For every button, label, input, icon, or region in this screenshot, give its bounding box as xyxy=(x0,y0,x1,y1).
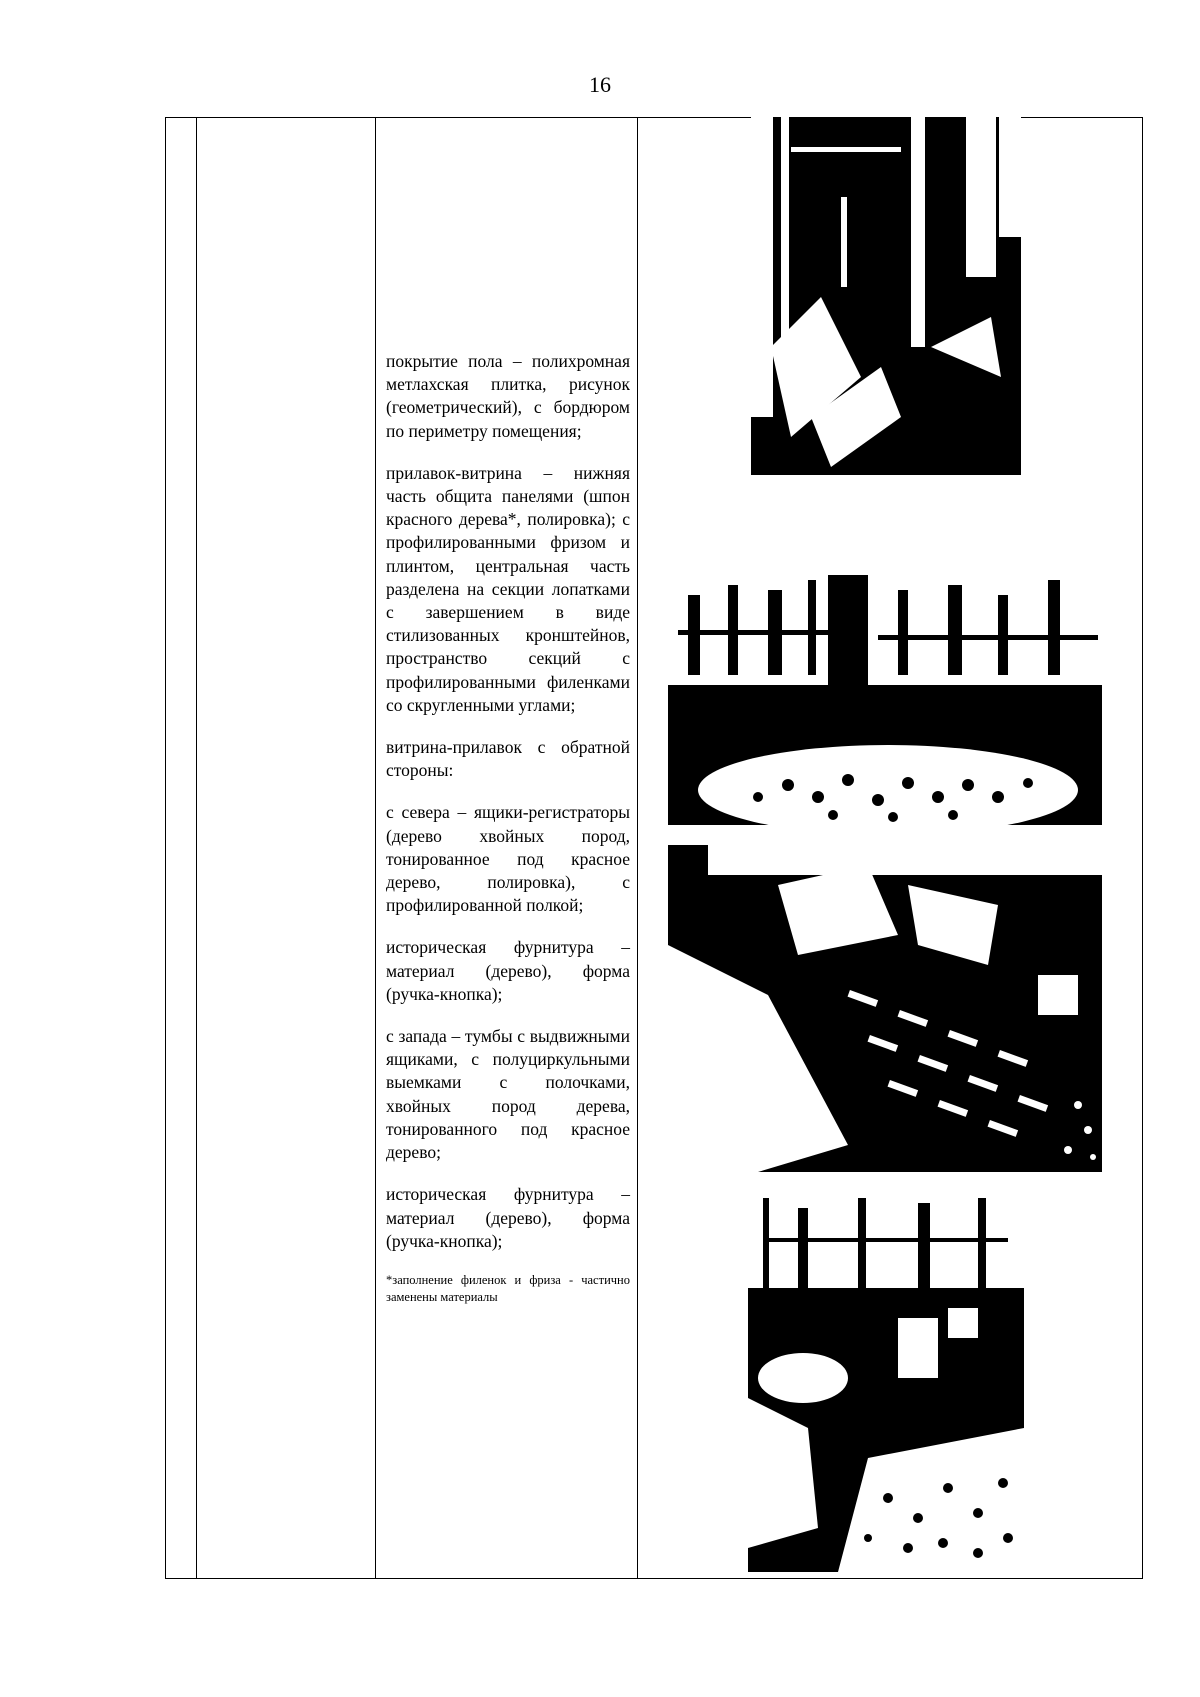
column-divider-3 xyxy=(637,118,638,1578)
paragraph-back-side: витрина-прилавок с обратной стороны: xyxy=(386,737,630,781)
description-column xyxy=(386,350,630,1306)
column-divider-2 xyxy=(375,118,376,1578)
paragraph-hardware-1: историческая фурнитура – материал (дерево), форма (ручка-кнопка); xyxy=(386,937,630,1004)
photo-counter-showcase xyxy=(668,535,1102,825)
photo-drawer-registers xyxy=(668,845,1102,1172)
paragraph-north-drawers: с севера – ящики-регистраторы (дерево хвойных пород, тонированное под красное дерево, полировка), с профилированной полкой; xyxy=(386,802,630,916)
photo-floor-corridor xyxy=(751,117,1021,475)
paragraph-floor: покрытие пола – полихромная метлахская плитка, рисунок (геометрический), с бордюром по периметру помещения; xyxy=(386,351,630,441)
paragraph-counter-showcase: прилавок-витрина – нижняя часть общита панелями (шпон красного дерева*, полировка); с профилированными фризом и плинтом, центральная часть разделена на секции лопатками с завершением в виде стилизованных кронштейнов, пространство секций с профилированными филенками со скругленными углами; xyxy=(386,462,630,715)
column-divider-1 xyxy=(196,118,197,1578)
photo-west-cabinets xyxy=(748,1198,1024,1572)
footnote: *заполнение филенок и фриза - частично заменены материалы xyxy=(386,1272,630,1304)
page-number: 16 xyxy=(589,72,611,97)
paragraph-west-cabinets: с запада – тумбы с выдвижными ящиками, с полуциркульными выемками с полочками, хвойных пород дерева, тонированного под красное дерево; xyxy=(386,1026,630,1163)
paragraph-hardware-2: историческая фурнитура – материал (дерево), форма (ручка-кнопка); xyxy=(386,1184,630,1251)
